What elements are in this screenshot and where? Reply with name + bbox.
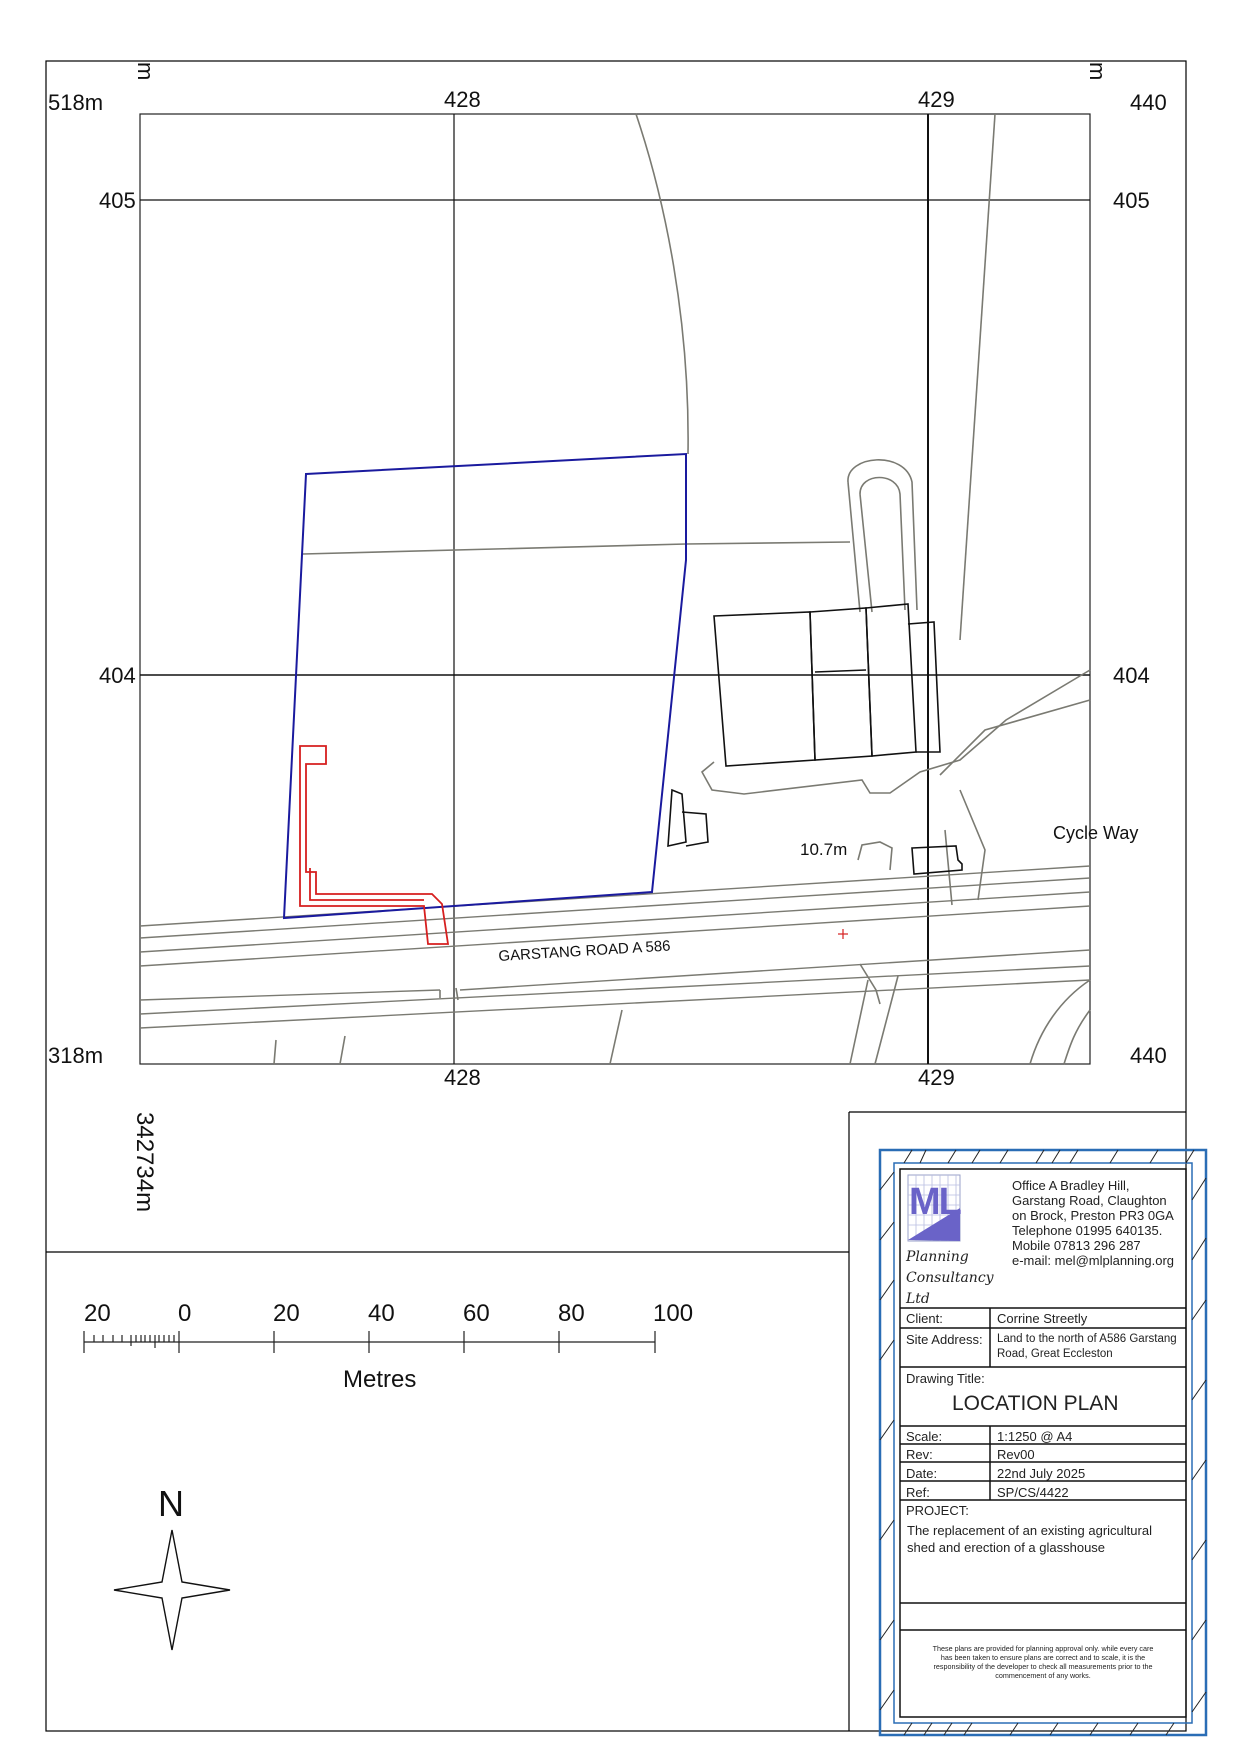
site-address-line-2: Road, Great Eccleston <box>997 1348 1113 1360</box>
edge-label-top-right: 440 <box>1130 90 1167 115</box>
address-line-2: Garstang Road, Claughton <box>1012 1193 1167 1208</box>
cycle-way-label: Cycle Way <box>1053 823 1139 843</box>
edge-label-bottom-right: 440 <box>1130 1043 1167 1068</box>
scale-tick-20: 20 <box>273 1300 300 1327</box>
building-middle <box>810 608 872 760</box>
spot-height-label: 10.7m <box>800 840 848 859</box>
disclaimer-line-2: has been taken to ensure plans are correct and to scale, it is the <box>940 1653 1146 1662</box>
drawing-title: LOCATION PLAN <box>952 1392 1119 1415</box>
client-label: Client: <box>906 1311 943 1326</box>
address-line-4: Telephone 01995 640135. <box>1012 1223 1163 1238</box>
grid-label-x-bottom-428: 428 <box>444 1065 481 1090</box>
red-cross-marker <box>838 929 848 939</box>
rev-label: Rev: <box>906 1447 933 1462</box>
os-map-features <box>140 114 1090 1064</box>
date-label: Date: <box>906 1466 938 1481</box>
north-label: N <box>158 1483 184 1524</box>
scale-tick-20-left: 20 <box>84 1300 111 1327</box>
ref-value: SP/CS/4422 <box>997 1485 1069 1500</box>
scale-value: 1:1250 @ A4 <box>997 1429 1073 1444</box>
building-entrance <box>912 846 962 874</box>
site-address-label: Site Address: <box>906 1332 983 1347</box>
scale-label: Scale: <box>906 1429 943 1444</box>
scale-tick-100: 100 <box>653 1300 694 1327</box>
blue-land-ownership-boundary <box>284 454 686 918</box>
farm-buildings <box>668 604 962 874</box>
edge-label-top-left-rotated: m <box>133 62 158 81</box>
field-boundary-curve <box>636 114 688 454</box>
scale-tick-60: 60 <box>463 1300 490 1327</box>
logo-line-2: Consultancy <box>906 1270 994 1286</box>
grid-label-y-right-405: 405 <box>1113 188 1150 213</box>
logo-line-1: Planning <box>906 1249 969 1265</box>
edge-label-top-right-rotated: m <box>1085 62 1110 81</box>
date-value: 22nd July 2025 <box>997 1466 1086 1481</box>
project-line-2: shed and erection of a glasshouse <box>907 1540 1106 1555</box>
logo-line-3: Ltd <box>906 1291 930 1307</box>
scale-tick-0: 0 <box>178 1300 192 1327</box>
address-line-5: Mobile 07813 296 287 <box>1012 1238 1141 1253</box>
scale-unit-label: Metres <box>343 1366 417 1393</box>
scale-tick-80: 80 <box>558 1300 585 1327</box>
address-line-6: e-mail: mel@mlplanning.org <box>1012 1253 1175 1268</box>
edge-label-bottom-left: 318m <box>48 1043 104 1068</box>
field-boundary-diagonal <box>960 114 995 640</box>
easting-label: 342734m <box>131 1112 158 1213</box>
building-west <box>714 612 815 766</box>
grid-label-x-top-428: 428 <box>444 87 481 112</box>
site-address-line-1: Land to the north of A586 Garstang <box>997 1333 1177 1345</box>
disclaimer-line-3: responsibility of the developer to check all measurements prior to the <box>933 1662 1153 1671</box>
project-label: PROJECT: <box>906 1503 969 1518</box>
project-line-1: The replacement of an existing agricultural <box>907 1523 1152 1538</box>
edge-label-top-left: 518m <box>48 90 104 115</box>
scale-tick-40: 40 <box>368 1300 395 1327</box>
ref-label: Ref: <box>906 1485 930 1500</box>
disclaimer-line-1: These plans are provided for planning approval only. while every care <box>932 1644 1154 1653</box>
logo-letters: ML <box>909 1181 960 1223</box>
disclaimer-line-4: commencement of any works. <box>995 1671 1091 1680</box>
building-east <box>866 604 916 756</box>
grid-label-y-left-404: 404 <box>99 663 136 688</box>
grid-label-y-left-405: 405 <box>99 188 136 213</box>
scale-bar-graphic <box>84 1331 655 1353</box>
drawing-title-label: Drawing Title: <box>906 1371 985 1386</box>
address-line-3: on Brock, Preston PR3 0GA <box>1012 1208 1174 1223</box>
north-arrow-icon <box>114 1530 230 1650</box>
grid-label-x-bottom-429: 429 <box>918 1065 955 1090</box>
address-line-1: Office A Bradley Hill, <box>1012 1178 1130 1193</box>
grid-label-x-top-429: 429 <box>918 87 955 112</box>
client-value: Corrine Streetly <box>997 1311 1088 1326</box>
road-label: GARSTANG ROAD A 586 <box>498 937 671 965</box>
rev-value: Rev00 <box>997 1447 1035 1462</box>
grid-label-y-right-404: 404 <box>1113 663 1150 688</box>
